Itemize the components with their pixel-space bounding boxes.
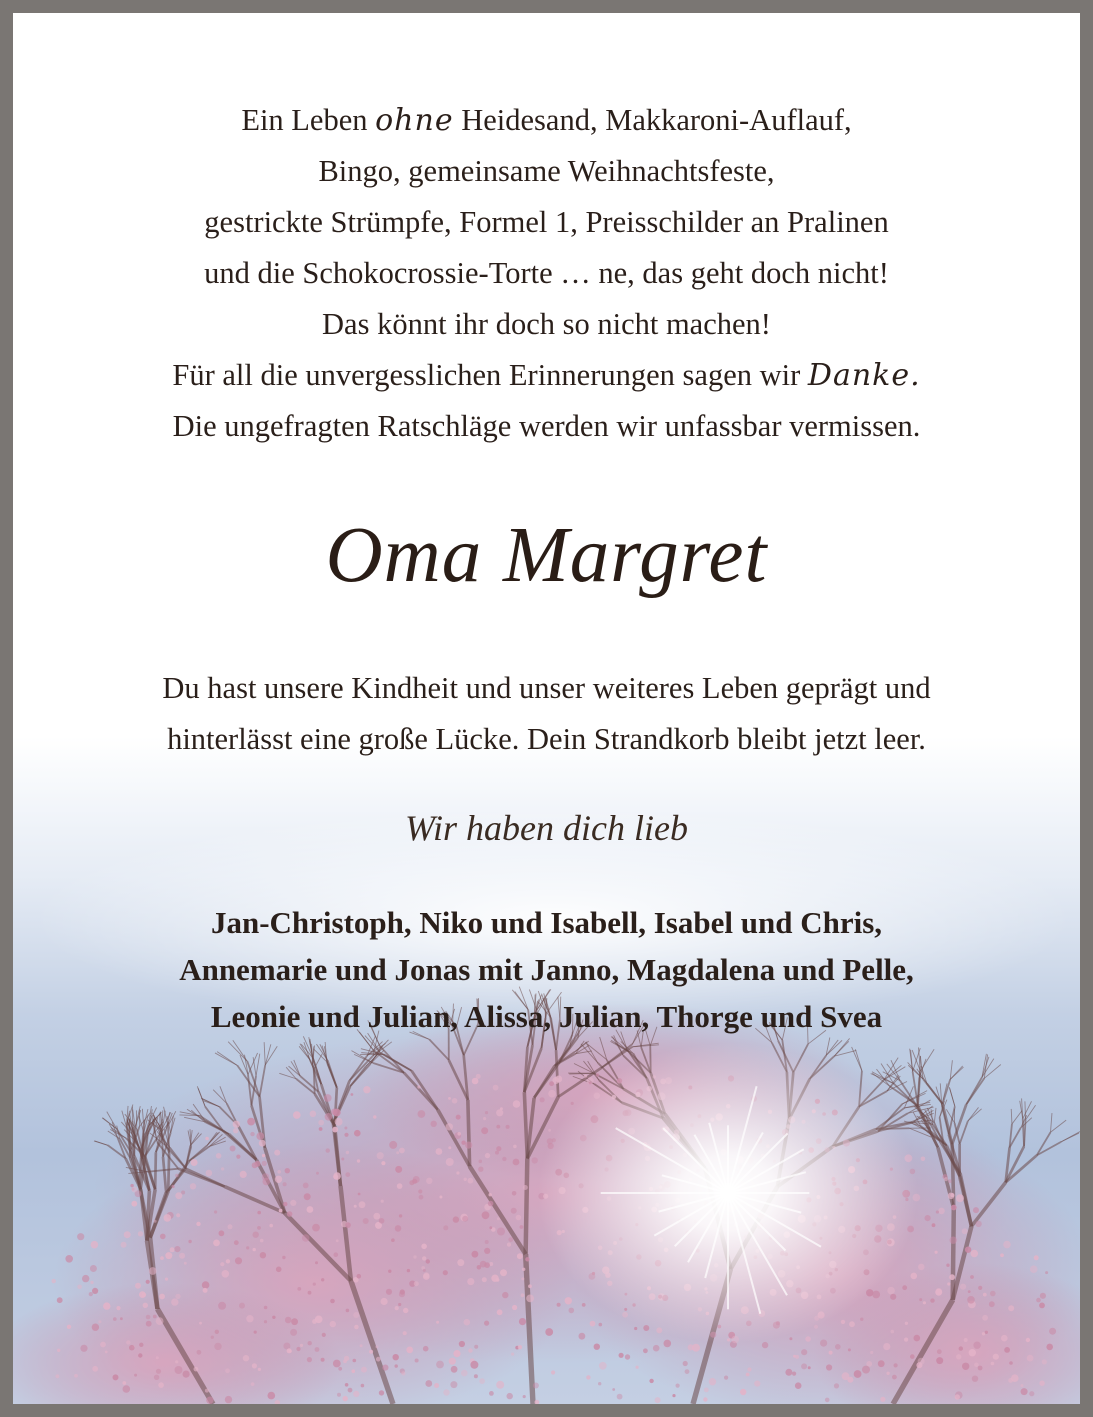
closing-phrase: Wir haben dich lieb (405, 808, 688, 848)
signers-line-3: Leonie und Julian, Alissa, Julian, Thorge und Svea (210, 999, 883, 1034)
deceased-name: Oma Margret (325, 512, 768, 599)
script-word-ohne: ohne (375, 103, 454, 138)
poem-block (13, 95, 1080, 452)
poem-line-4: und die Schokocrossie-Torte … ne, das geht doch nicht! (204, 256, 889, 290)
signers-line-1: Jan-Christoph, Niko und Isabell, Isabel und Chris, (210, 905, 883, 940)
poem-line-5: Das könnt ihr doch so nicht machen! (322, 307, 771, 341)
poem-line-2: Bingo, gemeinsame Weihnachtsfeste, (318, 154, 775, 188)
tribute-line-2: hinterlässt eine große Lücke. Dein Strandkorb bleibt jetzt leer. (167, 722, 926, 756)
poem-line-6 (13, 350, 1080, 401)
obituary-content (13, 13, 1080, 1404)
poem-line-1-start: Ein Leben (241, 103, 368, 137)
poem-line-1-end: Heidesand, Makkaroni-Auflauf, (461, 103, 852, 137)
tribute-line-1: Du hast unsere Kindheit und unser weiteres Leben geprägt und (162, 671, 931, 705)
signers-block (13, 899, 1080, 1040)
poem-line-6-start: Für all die unvergesslichen Erinnerungen sagen wir (172, 358, 801, 392)
poem-line-7: Die ungefragten Ratschläge werden wir unfassbar vermissen. (172, 409, 921, 443)
signers-line-2: Annemarie und Jonas mit Janno, Magdalena und Pelle, (179, 952, 914, 987)
tribute-block (13, 663, 1080, 765)
poem-line-3: gestrickte Strümpfe, Formel 1, Preisschilder an Pralinen (204, 205, 889, 239)
script-word-danke: Danke. (807, 358, 921, 393)
poem-line-1 (13, 95, 1080, 146)
